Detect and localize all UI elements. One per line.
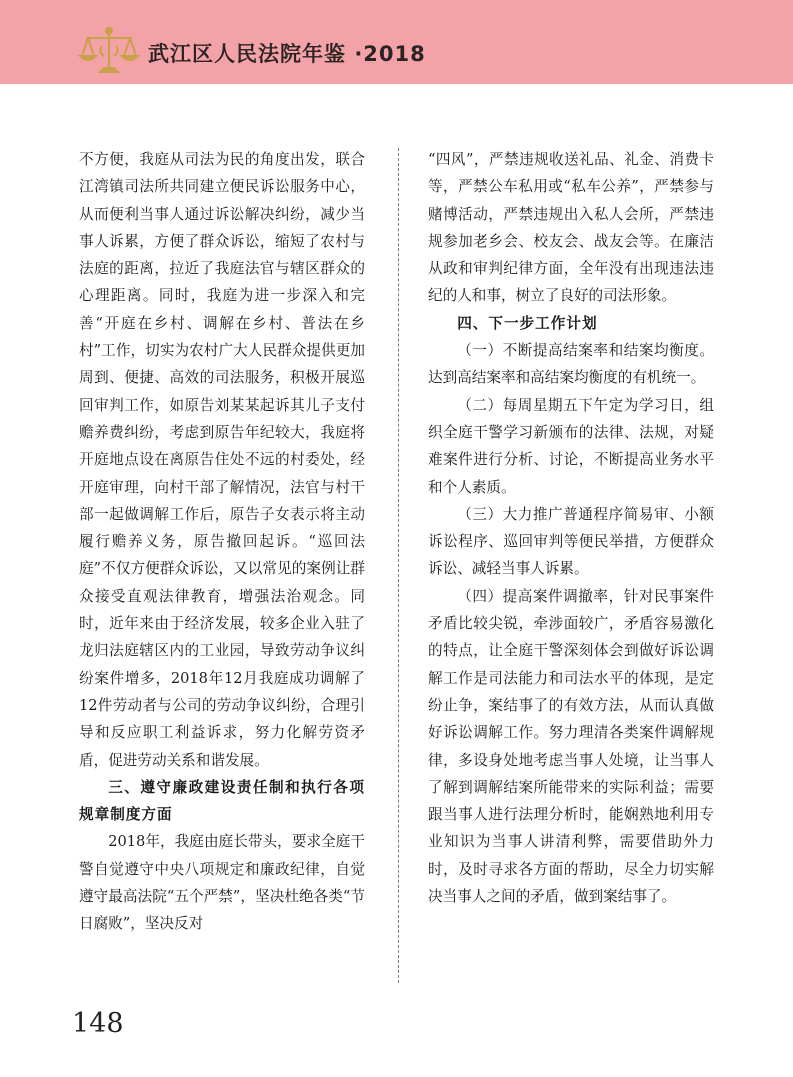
left-column <box>79 146 365 938</box>
paragraph-service-center: 不方便，我庭从司法为民的角度出发，联合江湾镇司法所共同建立便民诉讼服务中心，从而便利当事人通过诉讼解决纠纷，减少当事人诉累，方便了群众诉讼，缩短了农村与法庭的距离，拉近了我庭法官与辖区群众的心理距离。同时，我庭为进一步深入和完善“开庭在乡村、调解在乡村、普法在乡村”工作，切实为农村广大人民群众提供更加周到、便捷、高效的司法服务，积极开展巡回审判工作，如原告刘某某起诉其儿子支付赡养费纠纷，考虑到原告年纪较大，我庭将开庭地点设在离原告住处不远的村委处，经开庭审理，向村干部了解情况，法官与村干部一起做调解工作后，原告子女表示将主动履行赡养义务，原告撤回起诉。“巡回法庭”不仅方便群众诉讼，又以常见的案例让群众接受直观法律教育，增强法治观念。同时，近年来由于经济发展，较多企业入驻了龙归法庭辖区内的工业园，导致劳动争议纠纷案件增多，2018年12月我庭成功调解了12件劳动者与公司的劳动争议纠纷，合理引导和反应职工利益诉求，努力化解劳资矛盾，促进劳动关系和谐发展。 <box>79 151 365 769</box>
column-divider <box>398 148 399 983</box>
yearbook-name: 武江区人民法院年鉴 <box>148 42 346 66</box>
right-column <box>428 146 714 910</box>
page-header <box>0 0 793 84</box>
plan-item-2: （二）每周星期五下午定为学习日，组织全庭干警学习新颁布的法律、法规，对疑难案件进行分析、讨论，不断提高业务水平和个人素质。 <box>428 396 714 496</box>
plan-item-3: （三）大力推广普通程序简易审、小额诉讼程序、巡回审判等便民举措，方便群众诉讼、减轻当事人诉累。 <box>428 505 714 578</box>
scales-of-justice-icon <box>78 26 140 76</box>
section-heading-next-plan: 四、下一步工作计划 <box>457 314 598 332</box>
paragraph-integrity: 2018年，我庭由庭长带头，要求全庭干警自觉遵守中央八项规定和廉政纪律，自觉遵守最高法院“五个严禁”，坚决杜绝各类“节日腐败”，坚决反对 <box>79 833 365 933</box>
yearbook-title <box>148 38 426 68</box>
paragraph-integrity-cont: “四风”，严禁违规收送礼品、礼金、消费卡等，严禁公车私用或“私车公养”，严禁参与赌博活动，严禁违规出入私人会所，严禁违规参加老乡会、校友会、战友会等。在廉洁从政和审判纪律方面，全年没有出现违法违纪的人和事，树立了良好的司法形象。 <box>428 151 714 305</box>
plan-item-1: （一）不断提高结案率和结案均衡度。达到高结案率和高结案均衡度的有机统一。 <box>428 342 714 387</box>
plan-item-4: （四）提高案件调撤率，针对民事案件矛盾比较尖锐，牵涉面较广，矛盾容易激化的特点，让全庭干警深刻体会到做好诉讼调解工作是司法能力和司法水平的体现，是定纷止争，案结事了的有效方法，从而认真做好诉讼调解工作。努力理清各类案件调解规律，多设身处地考虑当事人处境，让当事人了解到调解结案所能带来的实际利益；需要跟当事人进行法理分析时，能娴熟地利用专业知识为当事人讲清利弊，需要借助外力时，及时寻求各方面的帮助，尽全力切实解决当事人之间的矛盾，做到案结事了。 <box>428 587 714 906</box>
yearbook-year: ·2018 <box>354 42 426 66</box>
section-heading-integrity: 三、遵守廉政建设责任制和执行各项规章制度方面 <box>79 778 365 824</box>
page-number: 148 <box>72 1008 124 1039</box>
